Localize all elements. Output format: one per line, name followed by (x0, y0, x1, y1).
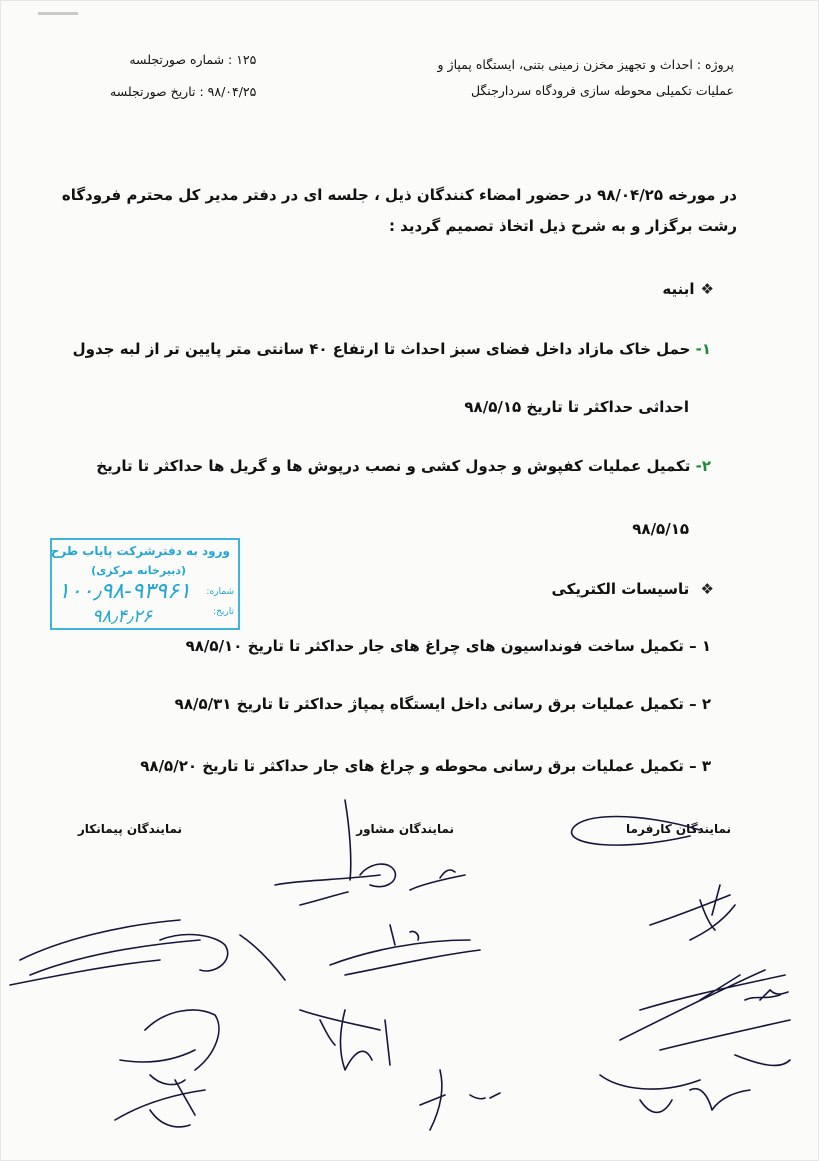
section-title-buildings (662, 280, 714, 298)
electrical-item-2: ۲ – تکمیل عملیات برق رسانی داخل ایستگاه پمپاژ حداکثر تا تاریخ ۹۸/۵/۳۱ (174, 695, 711, 713)
stamp-number-value: ۱۰۰٫۹۸-۹۳۹۶۱ (58, 579, 191, 604)
consultant-representatives-label: نمایندگان مشاور (356, 822, 454, 836)
intro-line-1: در مورخه ۹۸/۰۴/۲۵ در حضور امضاء کنندگان ذیل ، جلسه ای در دفتر مدیر کل محترم فرودگاه (61, 186, 737, 204)
contractor-representatives-label: نمایندگان پیمانکار (77, 822, 182, 836)
contractor-signature-3 (115, 1080, 205, 1127)
ornament-icon: ❖ (700, 580, 714, 598)
employer-signature-3 (620, 970, 790, 1050)
intro-paragraph (62, 180, 737, 242)
stamp-subtitle: (دبیرخانه مرکزی) (91, 564, 186, 577)
project-line-2: عملیات تکمیلی محوطه سازی فرودگاه سردارجنگل (470, 83, 734, 98)
item-number: ۱- (695, 340, 711, 358)
intro-line-2: رشت برگزار و به شرح ذیل اتخاذ تصمیم گردید : (388, 217, 737, 235)
employer-signature-2 (650, 885, 735, 940)
electrical-item-3: ۳ – تکمیل عملیات برق رسانی محوطه و چراغ های جار حداکثر تا تاریخ ۹۸/۵/۲۰ (140, 757, 711, 775)
minutes-number: ۱۲۵ : شماره صورتجلسه (129, 52, 257, 67)
minutes-date: ۹۸/۰۴/۲۵ : تاریخ صورتجلسه (110, 84, 257, 99)
contractor-signature-1 (10, 920, 285, 985)
stamp-title: ورود به دفترشرکت پایاب طرح (50, 544, 230, 558)
item-1-line-1 (73, 340, 711, 358)
employer-signature-5 (745, 990, 780, 1000)
project-line-1: پروژه : احداث و تجهیز مخزن زمینی بتنی، ایستگاه پمپاژ و (437, 57, 734, 72)
item-2-line-2: ۹۸/۵/۱۵ (632, 520, 689, 538)
stamp-date-label: تاریخ: (213, 607, 234, 617)
ornament-icon: ❖ (700, 280, 714, 298)
item-text: حمل خاک مازاد داخل فضای سبز احداث تا ارتفاع ۴۰ سانتی متر پایین تر از لبه جدول (72, 340, 691, 358)
employer-signature-4 (600, 1055, 790, 1112)
section-title-text: ابنیه (662, 280, 695, 298)
employer-representatives-label: نمایندگان کارفرما (626, 822, 731, 836)
scan-mark (38, 12, 78, 15)
item-1-line-2: احداثی حداکثر تا تاریخ ۹۸/۵/۱۵ (464, 398, 689, 416)
electrical-item-1: ۱ – تکمیل ساخت فونداسیون های چراغ های جار حداکثر تا تاریخ ۹۸/۵/۱۰ (185, 637, 711, 655)
receipt-stamp (50, 538, 240, 630)
stamp-number-label: شماره: (206, 587, 234, 597)
consultant-signature-4 (300, 1010, 390, 1070)
item-number: ۲- (695, 457, 711, 475)
section-title-text: تاسیسات الکتریکی (551, 580, 690, 598)
consultant-signature-3 (330, 925, 480, 975)
consultant-signature-2 (410, 870, 465, 890)
consultant-signature-5 (420, 1070, 500, 1130)
section-title-electrical (552, 580, 715, 598)
item-2-line-1 (96, 457, 711, 475)
project-header (438, 52, 734, 104)
item-text: تکمیل عملیات کفپوش و جدول کشی و نصب درپوش ها و گریل ها حداکثر تا تاریخ (96, 457, 691, 475)
minutes-info (110, 44, 256, 108)
consultant-signature-1 (275, 800, 395, 905)
contractor-signature-2 (120, 1010, 219, 1085)
stamp-date-value: ۹۸٫۴٫۲۶ (92, 606, 153, 627)
